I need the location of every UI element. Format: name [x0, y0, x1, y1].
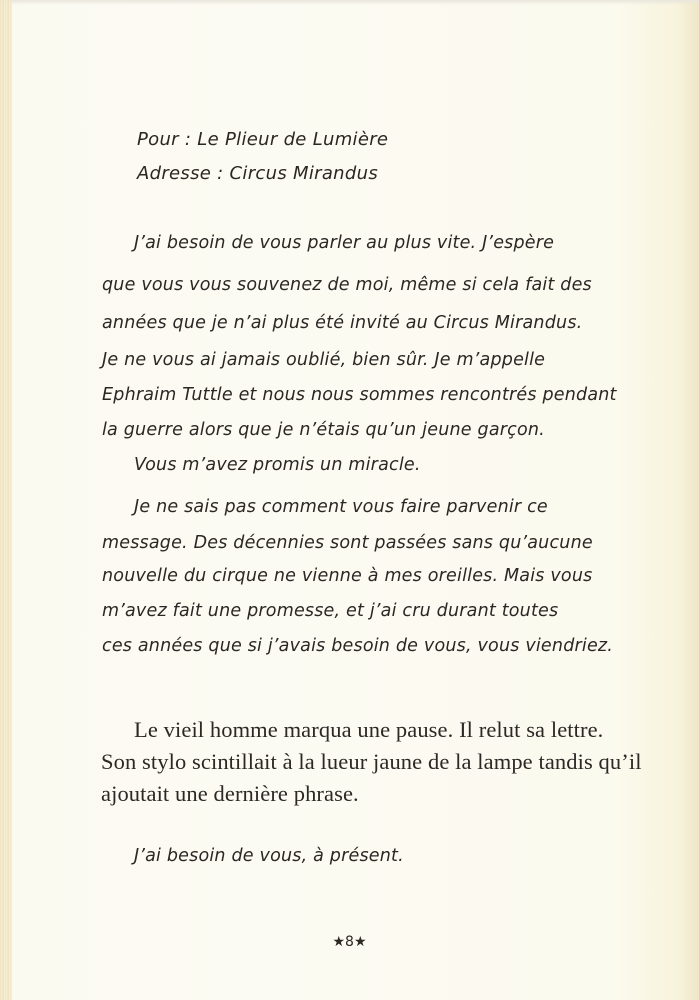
letter-postscript: J’ai besoin de vous, à présent.: [134, 846, 404, 866]
letter-line: m’avez fait une promesse, et j’ai cru durant toutes: [102, 601, 559, 621]
page-top-edge: [0, 0, 699, 5]
letter-line: nouvelle du cirque ne vienne à mes oreilles. Mais vous: [102, 566, 593, 586]
letter-line: message. Des décennies sont passées sans qu’aucune: [102, 533, 593, 553]
letter-address: Adresse : Circus Mirandus: [137, 163, 379, 184]
prose-line: ajoutait une dernière phrase.: [101, 781, 359, 806]
letter-line: que vous vous souvenez de moi, même si cela fait des: [102, 275, 592, 295]
letter-recipient: Pour : Le Plieur de Lumière: [137, 129, 389, 150]
letter-line: la guerre alors que je n’étais qu’un jeune garçon.: [102, 420, 545, 440]
prose-line: Le vieil homme marqua une pause. Il relut sa lettre.: [134, 717, 604, 742]
letter-line: J’ai besoin de vous parler au plus vite. J’espère: [134, 233, 555, 253]
letter-line: Vous m’avez promis un miracle.: [134, 455, 421, 475]
page-spine-edge: [0, 0, 12, 1000]
letter-line: Je ne vous ai jamais oublié, bien sûr. Je m’appelle: [102, 350, 546, 370]
prose-line: Son stylo scintillait à la lueur jaune de la lampe tandis qu’il: [101, 749, 642, 774]
letter-line: Ephraim Tuttle et nous nous sommes rencontrés pendant: [102, 385, 617, 405]
page-number: ★8★: [332, 934, 367, 950]
letter-line: ces années que si j’avais besoin de vous, vous viendriez.: [102, 636, 614, 656]
letter-line: Je ne sais pas comment vous faire parvenir ce: [134, 497, 548, 517]
letter-line: années que je n’ai plus été invité au Circus Mirandus.: [102, 313, 583, 333]
